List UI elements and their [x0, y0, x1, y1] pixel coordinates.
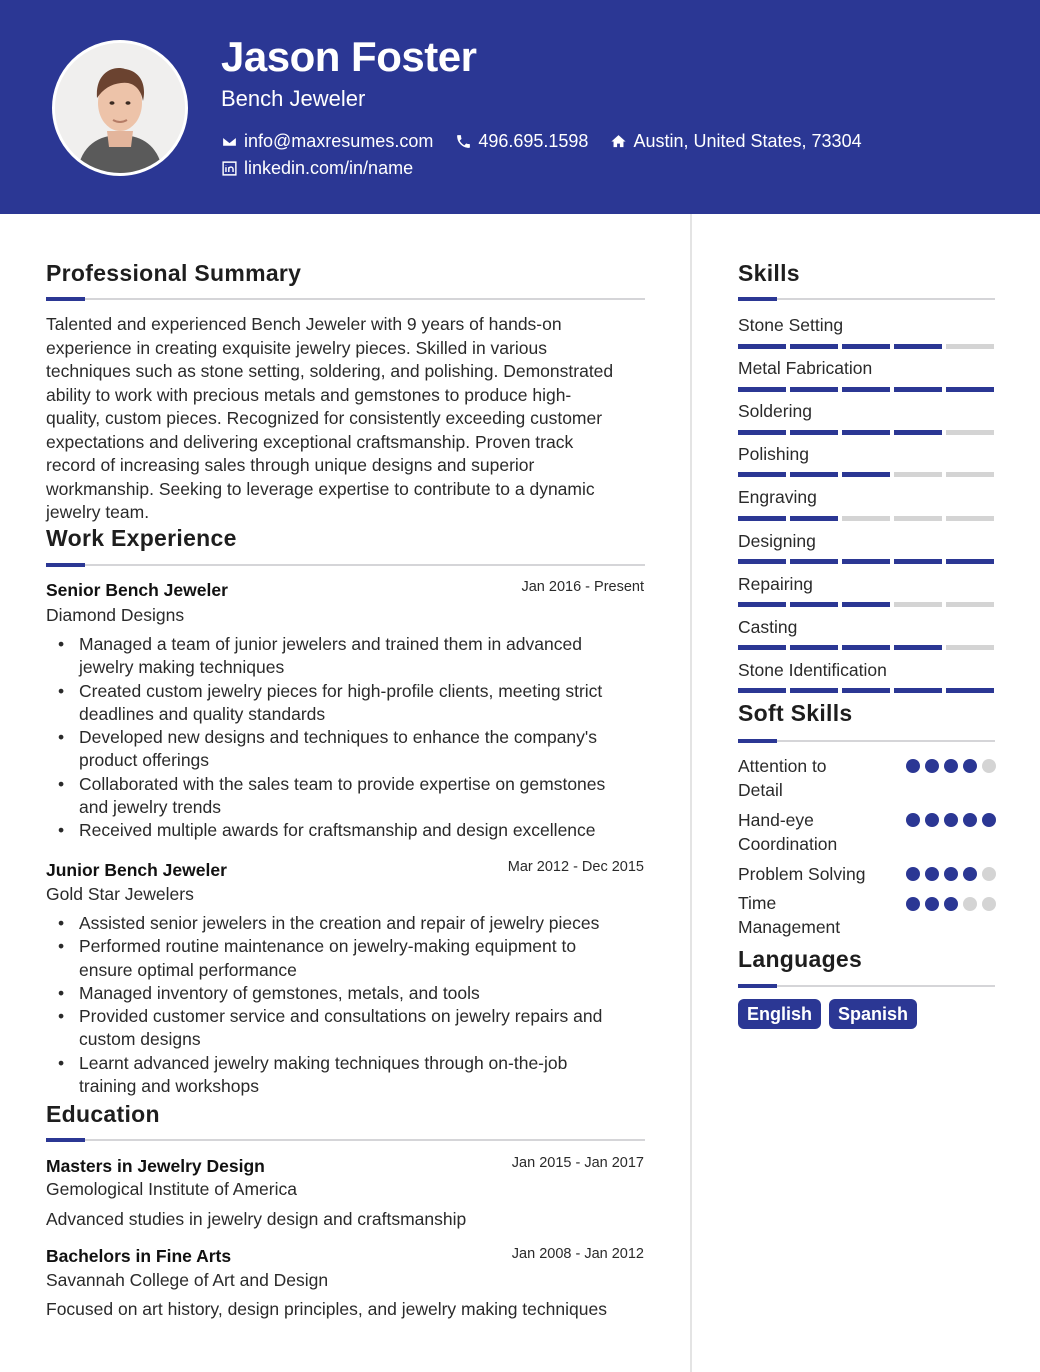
skill-bar-segment — [842, 430, 890, 435]
skill-bar-segment — [894, 430, 942, 435]
skill-bar-segment — [842, 472, 890, 477]
location-text: Austin, United States, 73304 — [633, 131, 862, 151]
skill-bar-segment — [842, 688, 890, 693]
job-company: Gold Star Jewelers — [46, 884, 194, 904]
rating-dot — [963, 813, 977, 827]
skill-bar-segment — [894, 559, 942, 564]
skill-rating-bar — [738, 472, 994, 477]
skill-bar-segment — [738, 688, 786, 693]
skill-rating-bar — [738, 516, 994, 521]
soft-skill-rating — [906, 897, 996, 911]
contact-row — [221, 130, 884, 152]
school-name: Savannah College of Art and Design — [46, 1270, 329, 1290]
rating-dot — [944, 759, 958, 773]
skill-bar-segment — [946, 472, 994, 477]
linkedin-contact[interactable] — [221, 157, 413, 179]
skill-bar-segment — [790, 344, 838, 349]
candidate-name: Jason Foster — [221, 33, 477, 80]
resume-header — [0, 0, 1040, 214]
list-item: • Developed new designs and techniques to enhance the company's product offerings — [46, 726, 646, 773]
skill-bar-segment — [738, 344, 786, 349]
skill-bar-segment — [946, 344, 994, 349]
rating-dot — [963, 897, 977, 911]
skill-name: Soldering — [738, 401, 812, 421]
rating-dot — [925, 867, 939, 881]
rating-dot — [906, 759, 920, 773]
skill-rating-bar — [738, 430, 994, 435]
skill-bar-segment — [738, 472, 786, 477]
list-item: • Managed inventory of gemstones, metals, and tools — [46, 982, 646, 1005]
skill-name: Metal Fabrication — [738, 358, 873, 378]
envelope-icon — [221, 133, 238, 150]
phone-icon — [455, 133, 472, 150]
skill-bar-segment — [894, 387, 942, 392]
skill-bar-segment — [894, 645, 942, 650]
phone-text: 496.695.1598 — [478, 131, 589, 151]
job-company: Diamond Designs — [46, 605, 185, 625]
education-rule — [46, 1139, 645, 1141]
linkedin-icon — [221, 160, 238, 177]
skill-bar-segment — [790, 430, 838, 435]
rating-dot — [925, 759, 939, 773]
skill-bar-segment — [790, 559, 838, 564]
rating-dot — [982, 759, 996, 773]
skill-bar-segment — [894, 602, 942, 607]
skill-bar-segment — [790, 645, 838, 650]
skill-bar-segment — [946, 559, 994, 564]
rating-dot — [982, 813, 996, 827]
home-icon — [610, 133, 627, 150]
soft-skills-heading: Soft Skills — [738, 700, 853, 726]
skill-rating-bar — [738, 602, 994, 607]
education-heading: Education — [46, 1101, 160, 1127]
skill-rating-bar — [738, 559, 994, 564]
job-bullets — [46, 633, 646, 843]
languages-heading: Languages — [738, 946, 863, 972]
list-item: • Received multiple awards for craftsmanship and design excellence — [46, 819, 646, 842]
languages-rule — [738, 985, 995, 987]
skill-bar-segment — [738, 387, 786, 392]
skill-name: Stone Setting — [738, 315, 844, 335]
skill-name: Repairing — [738, 574, 813, 594]
skill-bar-segment — [842, 602, 890, 607]
rating-dot — [925, 897, 939, 911]
skill-bar-segment — [946, 688, 994, 693]
rating-dot — [944, 867, 958, 881]
rating-dot — [944, 897, 958, 911]
phone-contact[interactable] — [455, 130, 588, 152]
rating-dot — [906, 813, 920, 827]
soft-skill-name: Hand-eye Coordination — [738, 810, 838, 854]
languages-list — [738, 999, 917, 1029]
education-description: Focused on art history, design principles, and jewelry making techniques — [46, 1299, 607, 1319]
rating-dot — [906, 867, 920, 881]
skill-bar-segment — [842, 387, 890, 392]
soft-skill-rating — [906, 867, 996, 881]
experience-heading: Work Experience — [46, 525, 237, 551]
summary-text: Talented and experienced Bench Jeweler with 9 years of hands-on experience in creating exquisite jewelry pieces. Skilled in various techniques such as stone setting, soldering, and polishing. Demonstrated ability to work with precious metals and gemstones to produce high- quality, custom pieces. Recognized for consistently exceeding customer expectations and delivering exceptional craftsmanship. Proven track record of increasing sales through unique designs and superior workmanship. Seeking to leverage expertise to contribute to a dynamic jewelry team. — [46, 314, 614, 522]
skill-bar-segment — [842, 645, 890, 650]
job-title: Senior Bench Jeweler — [46, 580, 228, 600]
skill-name: Engraving — [738, 487, 817, 507]
profile-photo — [52, 40, 188, 176]
skill-bar-segment — [946, 430, 994, 435]
summary-heading: Professional Summary — [46, 260, 302, 286]
rating-dot — [963, 759, 977, 773]
location-contact — [610, 130, 861, 152]
skill-bar-segment — [894, 516, 942, 521]
skill-bar-segment — [738, 602, 786, 607]
degree-title: Masters in Jewelry Design — [46, 1156, 265, 1176]
education-description: Advanced studies in jewelry design and craftsmanship — [46, 1209, 467, 1229]
education-date: Jan 2008 - Jan 2012 — [511, 1246, 644, 1262]
skill-bar-segment — [790, 688, 838, 693]
soft-skill-rating — [906, 813, 996, 827]
list-item: • Performed routine maintenance on jewelry-making equipment to ensure optimal performance — [46, 935, 646, 982]
list-item: • Provided customer service and consultations on jewelry repairs and custom designs — [46, 1005, 646, 1052]
skill-bar-segment — [790, 602, 838, 607]
list-item: • Learnt advanced jewelry making techniques through on-the-job training and workshops — [46, 1052, 646, 1099]
school-name: Gemological Institute of America — [46, 1179, 297, 1199]
list-item: • Collaborated with the sales team to provide expertise on gemstones and jewelry trends — [46, 773, 646, 820]
skill-bar-segment — [842, 344, 890, 349]
list-item: • Managed a team of junior jewelers and trained them in advanced jewelry making techniques — [46, 633, 646, 680]
skills-heading: Skills — [738, 260, 800, 286]
skill-name: Casting — [738, 617, 798, 637]
skill-rating-bar — [738, 344, 994, 349]
rating-dot — [982, 867, 996, 881]
job-title: Junior Bench Jeweler — [46, 860, 227, 880]
skill-bar-segment — [738, 516, 786, 521]
list-item: • Created custom jewelry pieces for high-profile clients, meeting strict deadlines and quality standards — [46, 680, 646, 727]
summary-rule — [46, 298, 645, 300]
skill-bar-segment — [894, 472, 942, 477]
skill-bar-segment — [790, 472, 838, 477]
skill-name: Stone Identification — [738, 660, 887, 680]
language-badge: Spanish — [829, 999, 917, 1029]
skills-rule — [738, 298, 995, 300]
skill-rating-bar — [738, 387, 994, 392]
skill-rating-bar — [738, 688, 994, 693]
skill-bar-segment — [790, 387, 838, 392]
skill-bar-segment — [946, 387, 994, 392]
skill-bar-segment — [738, 559, 786, 564]
job-date: Mar 2012 - Dec 2015 — [507, 859, 644, 875]
rating-dot — [925, 813, 939, 827]
language-badge: English — [738, 999, 821, 1029]
rating-dot — [906, 897, 920, 911]
skill-bar-segment — [842, 516, 890, 521]
email-contact[interactable] — [221, 130, 433, 152]
skill-name: Designing — [738, 531, 816, 551]
skill-bar-segment — [946, 602, 994, 607]
soft-skill-rating — [906, 759, 996, 773]
experience-rule — [46, 564, 645, 566]
skill-bar-segment — [894, 344, 942, 349]
job-date: Jan 2016 - Present — [521, 579, 644, 595]
job-bullets — [46, 912, 646, 1098]
degree-title: Bachelors in Fine Arts — [46, 1246, 232, 1266]
linkedin-text: linkedin.com/in/name — [244, 158, 414, 178]
person-portrait-icon — [55, 43, 185, 173]
skill-bar-segment — [946, 645, 994, 650]
soft-skill-name: Problem Solving — [738, 864, 866, 884]
skill-rating-bar — [738, 645, 994, 650]
contact-row-2 — [221, 157, 435, 179]
education-date: Jan 2015 - Jan 2017 — [511, 1155, 644, 1171]
rating-dot — [944, 813, 958, 827]
soft-skill-name: Attention to Detail — [738, 756, 827, 800]
soft-skill-name: Time Management — [738, 893, 841, 937]
skill-bar-segment — [790, 516, 838, 521]
soft-skills-rule — [738, 740, 995, 742]
skill-bar-segment — [894, 688, 942, 693]
rating-dot — [963, 867, 977, 881]
skill-bar-segment — [946, 516, 994, 521]
skill-bar-segment — [738, 645, 786, 650]
candidate-title: Bench Jeweler — [221, 86, 366, 111]
column-divider — [690, 214, 692, 1372]
email-text: info@maxresumes.com — [244, 131, 434, 151]
rating-dot — [982, 897, 996, 911]
skill-name: Polishing — [738, 444, 810, 464]
skill-bar-segment — [738, 430, 786, 435]
list-item: • Assisted senior jewelers in the creation and repair of jewelry pieces — [46, 912, 646, 935]
skill-bar-segment — [842, 559, 890, 564]
